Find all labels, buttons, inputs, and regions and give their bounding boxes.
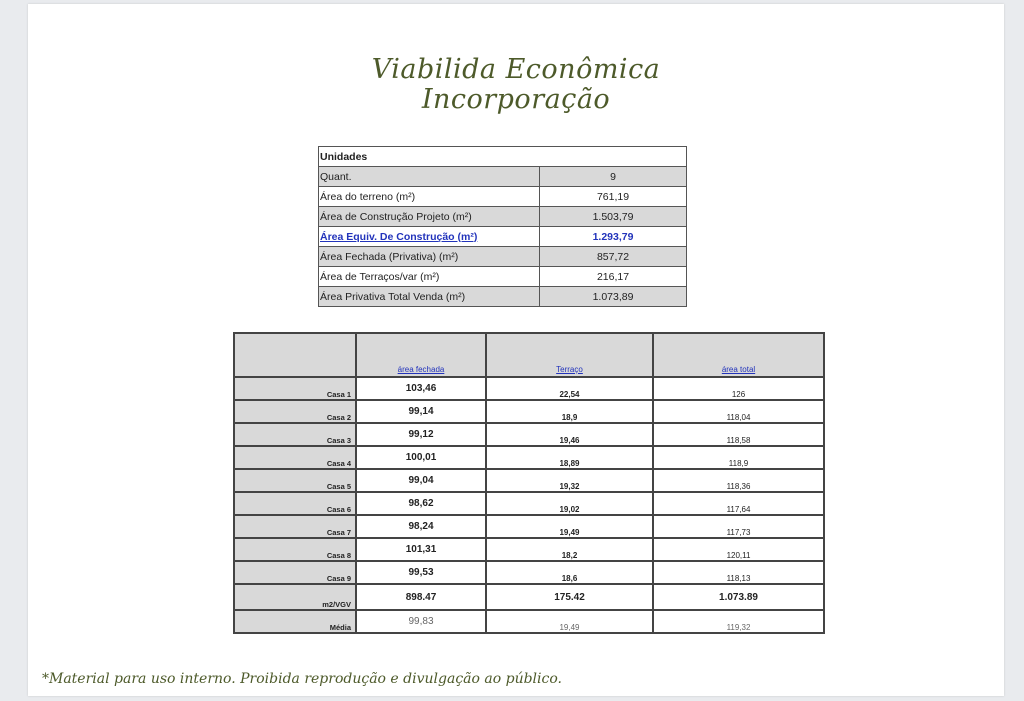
cell-terraco: 19,49 xyxy=(486,610,653,633)
row-label: Casa 4 xyxy=(234,446,356,469)
table-row xyxy=(319,167,687,187)
row-value: 9 xyxy=(540,167,687,187)
corner-cell xyxy=(234,333,356,377)
row-label: Casa 2 xyxy=(234,400,356,423)
cell-total: 117,64 xyxy=(653,492,824,515)
row-label: Área do terreno (m²) xyxy=(319,187,540,207)
footer-disclaimer: *Material para uso interno. Proibida reprodução e divulgação ao público. xyxy=(42,671,562,687)
table-row xyxy=(234,538,824,561)
cell-total: 120,11 xyxy=(653,538,824,561)
table-row xyxy=(319,207,687,227)
row-label: m2/VGV xyxy=(234,584,356,610)
cell-total: 118,04 xyxy=(653,400,824,423)
row-label: Área de Construção Projeto (m²) xyxy=(319,207,540,227)
cell-terraco: 18,2 xyxy=(486,538,653,561)
average-row xyxy=(234,610,824,633)
table-row xyxy=(234,446,824,469)
areas-table xyxy=(233,332,825,634)
unidades-table xyxy=(318,146,687,307)
table-row xyxy=(234,515,824,538)
row-label: Área Privativa Total Venda (m²) xyxy=(319,287,540,307)
row-label: Casa 9 xyxy=(234,561,356,584)
cell-fechada: 99,53 xyxy=(356,561,486,584)
areas-header-row xyxy=(234,333,824,377)
cell-terraco: 18,9 xyxy=(486,400,653,423)
cell-fechada: 98,24 xyxy=(356,515,486,538)
cell-total: 1.073.89 xyxy=(653,584,824,610)
cell-terraco: 18,89 xyxy=(486,446,653,469)
table-row xyxy=(234,492,824,515)
row-value: 857,72 xyxy=(540,247,687,267)
table-row xyxy=(319,287,687,307)
cell-total: 118,58 xyxy=(653,423,824,446)
row-label: Área Fechada (Privativa) (m²) xyxy=(319,247,540,267)
document-page xyxy=(28,4,1004,696)
table-row xyxy=(234,469,824,492)
cell-fechada: 103,46 xyxy=(356,377,486,400)
row-value: 1.293,79 xyxy=(540,227,687,247)
row-value: 1.073,89 xyxy=(540,287,687,307)
table-row xyxy=(319,267,687,287)
cell-total: 117,73 xyxy=(653,515,824,538)
document-title: Viabilida Econômica xyxy=(371,54,661,85)
row-value: 1.503,79 xyxy=(540,207,687,227)
document-subtitle: Incorporação xyxy=(421,84,611,115)
cell-total: 118,36 xyxy=(653,469,824,492)
column-header-total: área total xyxy=(653,333,824,377)
table-row xyxy=(234,400,824,423)
column-header-fechada: área fechada xyxy=(356,333,486,377)
row-label: Média xyxy=(234,610,356,633)
cell-fechada: 98,62 xyxy=(356,492,486,515)
column-header-terraco: Terraço xyxy=(486,333,653,377)
unidades-header: Unidades xyxy=(319,147,687,167)
row-value: 216,17 xyxy=(540,267,687,287)
row-label: Casa 6 xyxy=(234,492,356,515)
table-row xyxy=(234,561,824,584)
row-label: Área Equiv. De Construção (m²) xyxy=(319,227,540,247)
cell-total: 126 xyxy=(653,377,824,400)
cell-terraco: 19,02 xyxy=(486,492,653,515)
row-label: Área de Terraços/var (m²) xyxy=(319,267,540,287)
row-label: Quant. xyxy=(319,167,540,187)
row-label: Casa 8 xyxy=(234,538,356,561)
cell-terraco: 175.42 xyxy=(486,584,653,610)
cell-fechada: 101,31 xyxy=(356,538,486,561)
cell-terraco: 22,54 xyxy=(486,377,653,400)
cell-terraco: 18,6 xyxy=(486,561,653,584)
cell-total: 118,13 xyxy=(653,561,824,584)
cell-fechada: 99,04 xyxy=(356,469,486,492)
cell-fechada: 99,14 xyxy=(356,400,486,423)
cell-terraco: 19,32 xyxy=(486,469,653,492)
cell-fechada: 99,12 xyxy=(356,423,486,446)
cell-total: 119,32 xyxy=(653,610,824,633)
table-row xyxy=(319,187,687,207)
row-label: Casa 1 xyxy=(234,377,356,400)
row-value: 761,19 xyxy=(540,187,687,207)
table-row xyxy=(319,227,687,247)
cell-total: 118,9 xyxy=(653,446,824,469)
cell-fechada: 99,83 xyxy=(356,610,486,633)
cell-terraco: 19,49 xyxy=(486,515,653,538)
total-row xyxy=(234,584,824,610)
cell-fechada: 100,01 xyxy=(356,446,486,469)
table-row xyxy=(234,423,824,446)
row-label: Casa 7 xyxy=(234,515,356,538)
cell-terraco: 19,46 xyxy=(486,423,653,446)
table-row xyxy=(234,377,824,400)
table-row xyxy=(319,247,687,267)
row-label: Casa 5 xyxy=(234,469,356,492)
row-label: Casa 3 xyxy=(234,423,356,446)
cell-fechada: 898.47 xyxy=(356,584,486,610)
